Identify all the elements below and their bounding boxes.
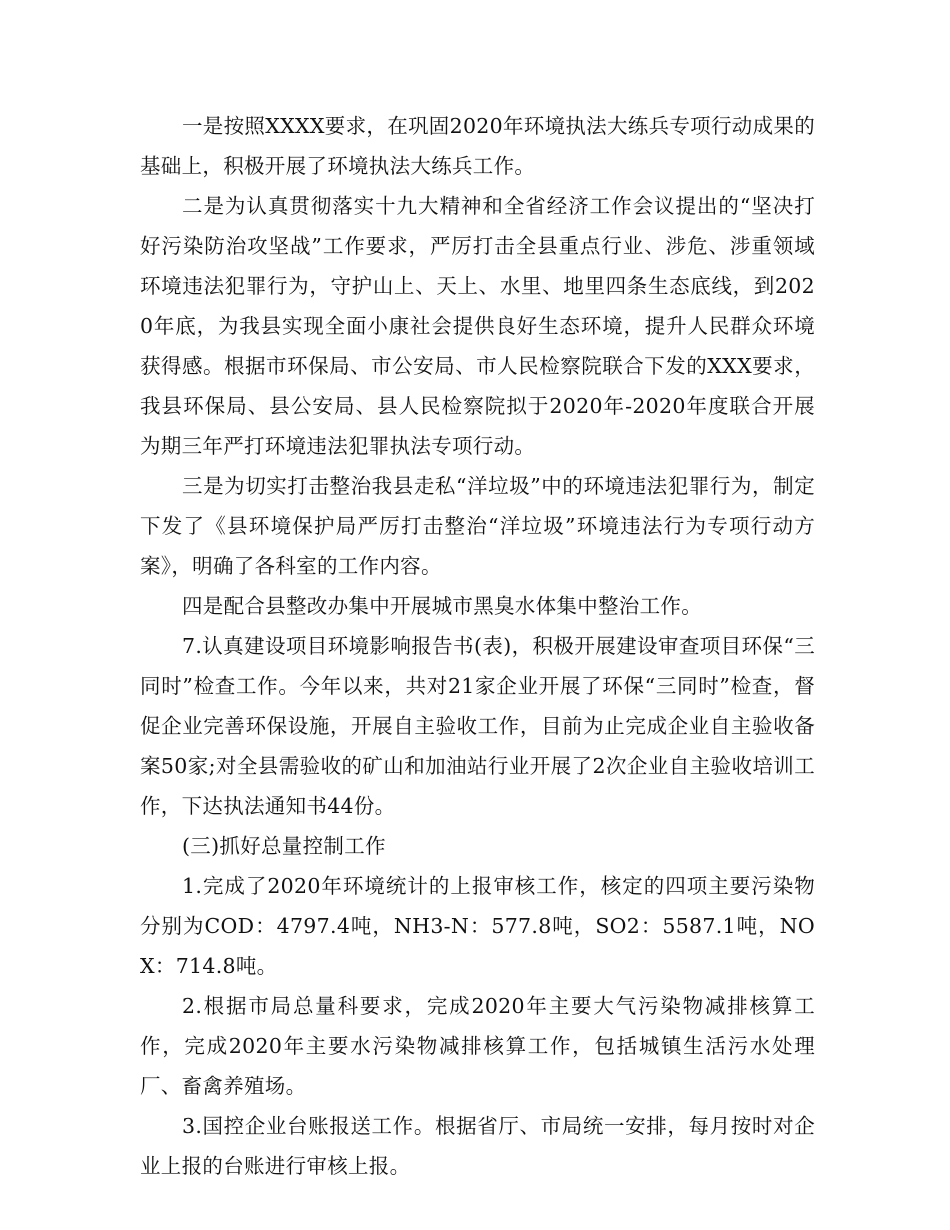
paragraph-enforcement-drill: 一是按照XXXX要求，在巩固2020年环境执法大练兵专项行动成果的基础上，积极开展了环境执法大练兵工作。	[140, 114, 815, 178]
paragraph-three-simultaneous: 7.认真建设项目环境影响报告书(表)，积极开展建设审查项目环保“三同时”检查工作。今年以来，共对21家企业开展了环保“三同时”检查，督促企业完善环保设施，开展自主验收工作，目前为止完成企业自主验收备案50家;对全县需验收的矿山和加油站行业开展了2次企业自主验收培训工作，下达执法通知书44份。	[140, 634, 815, 818]
paragraph-statistics-review: 1.完成了2020年环境统计的上报审核工作，核定的四项主要污染物分别为COD：4797.4吨，NH3-N：577.8吨，SO2：5587.1吨，NOX：714.8吨。	[140, 874, 815, 978]
paragraph-pollution-campaign: 二是为认真贯彻落实十九大精神和全省经济工作会议提出的“坚决打好污染防治攻坚战”工作要求，严厉打击全县重点行业、涉危、涉重领域环境违法犯罪行为，守护山上、天上、水里、地里四条生态底线，到2020年底，为我县实现全面小康社会提供良好生态环境，提升人民群众环境获得感。根据市环保局、市公安局、市人民检察院联合下发的XXX要求，我县环保局、县公安局、县人民检察院拟于2020年-2020年度联合开展为期三年严打环境违法犯罪执法专项行动。	[140, 194, 815, 458]
section-heading-total-control: (三)抓好总量控制工作	[182, 834, 386, 858]
paragraph-foreign-waste: 三是为切实打击整治我县走私“洋垃圾”中的环境违法犯罪行为，制定下发了《县环境保护局严厉打击整治“洋垃圾”环境违法行为专项行动方案》，明确了各科室的工作内容。	[140, 474, 815, 578]
paragraph-black-odorous-water: 四是配合县整改办集中开展城市黑臭水体集中整治工作。	[182, 594, 702, 618]
document-body	[140, 106, 815, 1186]
paragraph-ledger-reporting: 3.国控企业台账报送工作。根据省厅、市局统一安排，每月按时对企业上报的台账进行审核上报。	[140, 1114, 815, 1178]
paragraph-emission-reduction: 2.根据市局总量科要求，完成2020年主要大气污染物减排核算工作，完成2020年主要水污染物减排核算工作，包括城镇生活污水处理厂、畜禽养殖场。	[140, 994, 815, 1098]
